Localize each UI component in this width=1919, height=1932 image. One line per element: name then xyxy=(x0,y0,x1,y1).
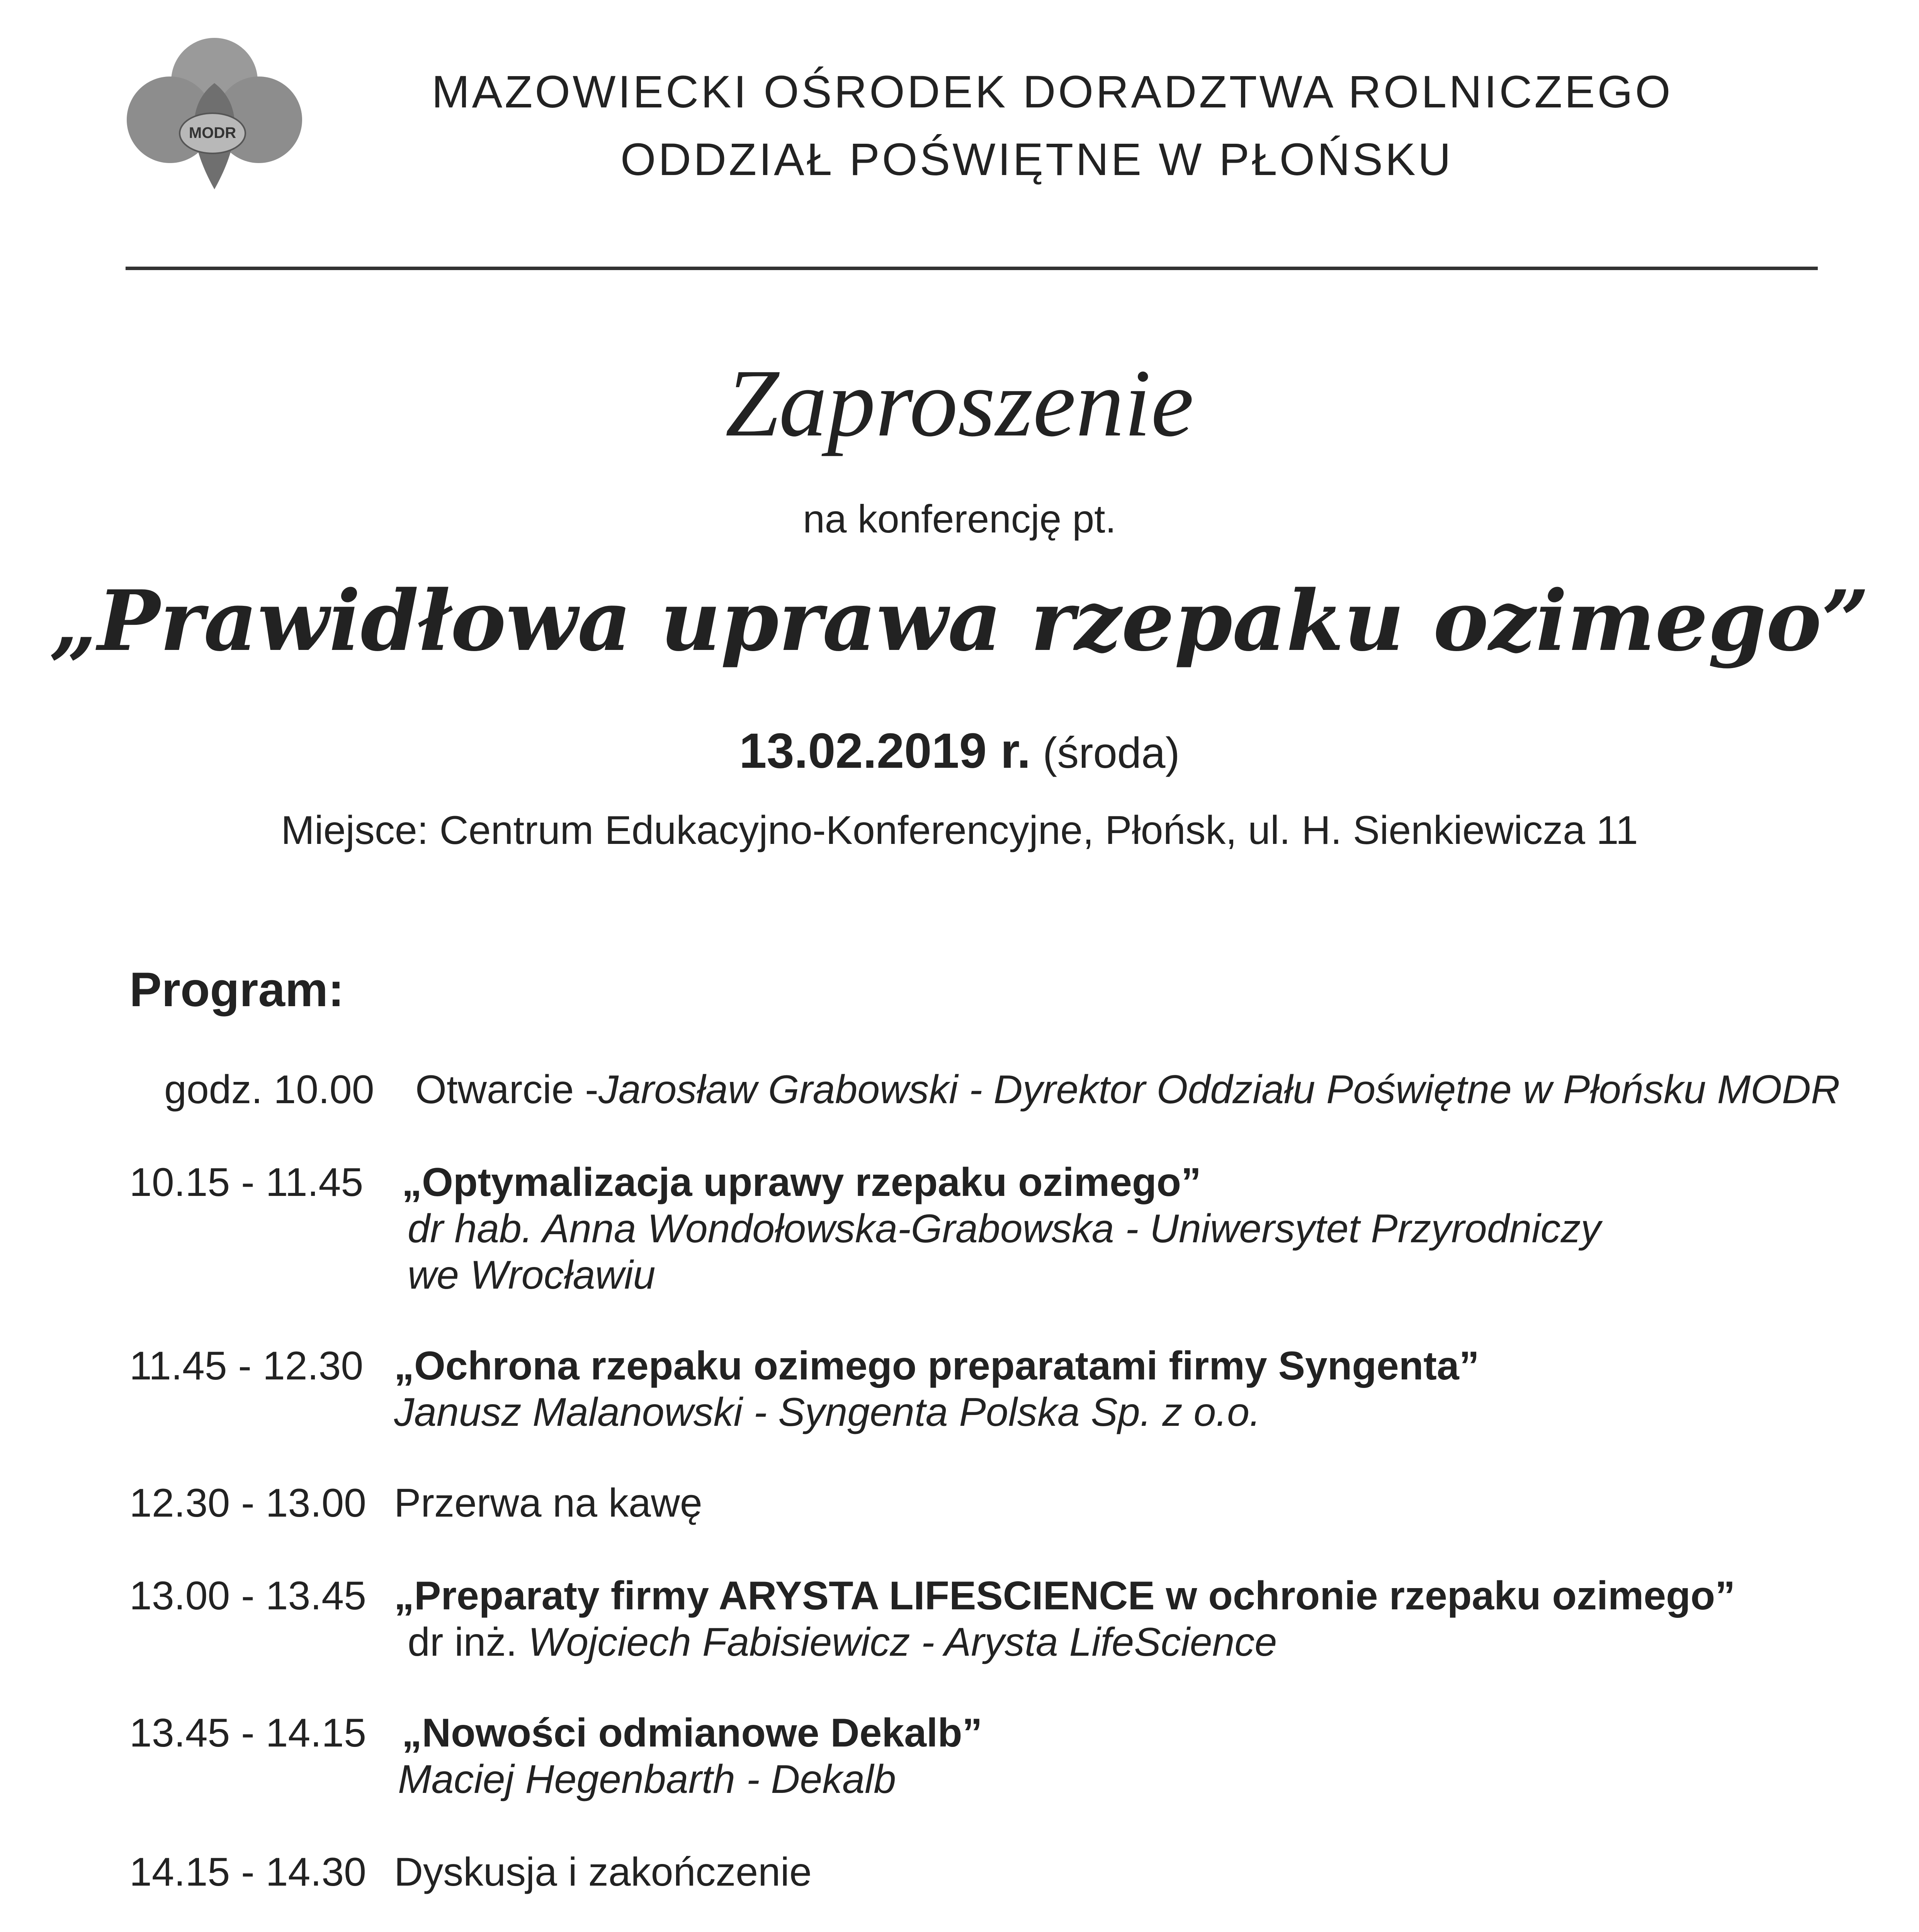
program-item xyxy=(0,1159,1919,1298)
program-speaker-line xyxy=(408,1619,1277,1665)
program-item xyxy=(0,1480,1919,1534)
event-date-day: (środa) xyxy=(1042,729,1180,777)
invitation-subtitle: na konferencję pt. xyxy=(803,497,1116,541)
conference-title: „Prawidłowa uprawa rzepaku ozimego” xyxy=(49,572,1870,670)
program-speaker: Jarosław Grabowski - Dyrektor Oddziału Poświętne w Płońsku MODR xyxy=(598,1067,1840,1112)
program-time: 13.00 - 13.45 xyxy=(129,1573,366,1618)
program-item xyxy=(0,1710,1919,1810)
program-time: 13.45 - 14.15 xyxy=(129,1711,366,1755)
program-item xyxy=(0,1343,1919,1443)
program-desc xyxy=(415,1066,1840,1113)
program-time: 10.15 - 11.45 xyxy=(129,1160,364,1205)
program-time: godz. 10.00 xyxy=(164,1067,374,1112)
program-topic: Dyskusja i zakończenie xyxy=(394,1850,812,1895)
program-speaker: Janusz Malanowski - Syngenta Polska Sp. z o.o. xyxy=(394,1390,1261,1435)
header-branch-name: ODDZIAŁ POŚWIĘTNE W PŁOŃSKU xyxy=(620,134,1453,185)
program-topic: „Ochrona rzepaku ozimego preparatami firmy Syngenta” xyxy=(394,1344,1479,1388)
program-speaker-title: dr inż. xyxy=(408,1620,517,1665)
event-place: Miejsce: Centrum Edukacyjno-Konferencyjne, Płońsk, ul. H. Sienkiewicza 11 xyxy=(281,808,1638,853)
event-date xyxy=(0,723,1919,779)
program-topic: Przerwa na kawę xyxy=(394,1481,702,1526)
event-date-main: 13.02.2019 r. xyxy=(739,723,1031,779)
program-item xyxy=(0,1573,1919,1673)
program-speaker: dr hab. Anna Wondołowska-Grabowska - Uniwersytet Przyrodniczy xyxy=(408,1206,1601,1251)
program-heading: Program: xyxy=(129,963,344,1017)
header-org-name: MAZOWIECKI OŚRODEK DORADZTWA ROLNICZEGO xyxy=(432,66,1673,117)
invitation-title: Zaproszenie xyxy=(725,350,1194,457)
program-item xyxy=(0,1849,1919,1903)
program-speaker-cont: we Wrocławiu xyxy=(408,1253,656,1298)
program-time: 11.45 - 12.30 xyxy=(129,1344,364,1388)
program-lead: Otwarcie - xyxy=(415,1067,598,1112)
program-topic: „Preparaty firmy ARYSTA LIFESCIENCE w ochronie rzepaku ozimego” xyxy=(394,1573,1735,1618)
program-topic: „Optymalizacja uprawy rzepaku ozimego” xyxy=(402,1160,1202,1205)
program-speaker: Maciej Hegenbarth - Dekalb xyxy=(398,1757,896,1802)
program-speaker: Wojciech Fabisiewicz - Arysta LifeScience xyxy=(528,1620,1277,1665)
modr-logo-text: MODR xyxy=(189,124,236,141)
program-item xyxy=(0,1066,1919,1121)
header-divider xyxy=(126,267,1818,270)
program-time: 14.15 - 14.30 xyxy=(129,1850,366,1895)
program-topic: „Nowości odmianowe Dekalb” xyxy=(402,1711,982,1755)
program-time: 12.30 - 13.00 xyxy=(129,1481,366,1526)
